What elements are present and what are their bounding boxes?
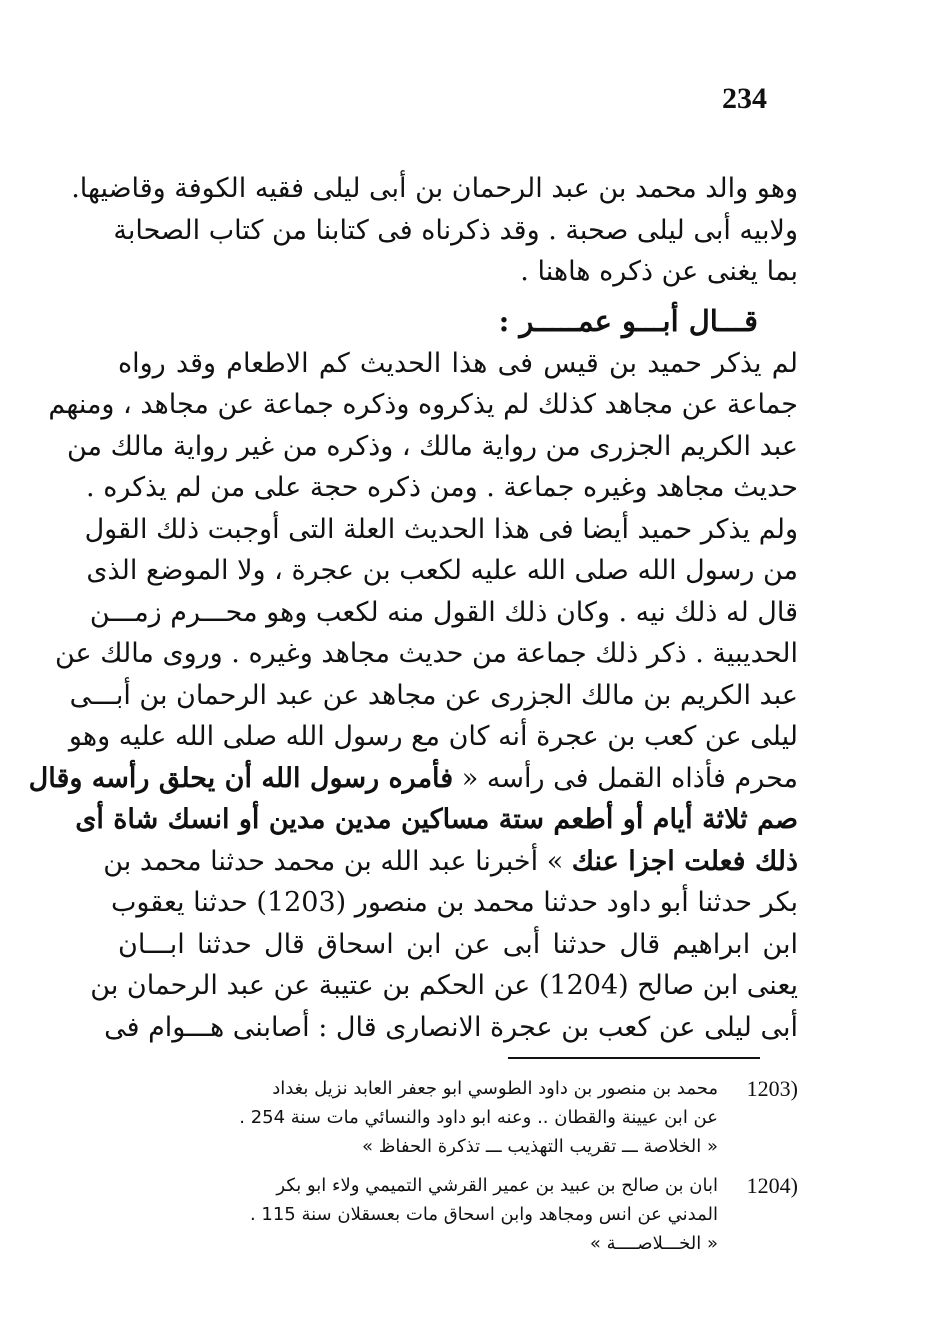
text-line: ابن ابراهيم قال حدثنا أبى عن ابن اسحاق قال حدثنا ابـــان: [118, 928, 798, 960]
paragraph-body: [28, 343, 798, 1049]
footnote-text: [118, 1074, 726, 1161]
text-line: ليلى عن كعب بن عجرة أنه كان مع رسول الله صلى الله عليه وهو: [68, 721, 798, 752]
footnote-line: المدني عن انس ومجاهد وابن اسحاق مات بعسقلان سنة 115 .: [249, 1204, 718, 1225]
footnote-line: ابان بن صالح بن عبيد بن عمير القرشي التميمي ولاء ابو بكر: [276, 1175, 718, 1196]
text-line: ولابيه أبى ليلى صحبة . وقد ذكرناه فى كتابنا من كتاب الصحابة: [113, 214, 798, 246]
footnote-line: عن ابن عيينة والقطان .. وعنه ابو داود والنسائي مات سنة 254 .: [239, 1107, 718, 1128]
footnote-divider: [508, 1057, 760, 1059]
text-line: عبد الكريم بن مالك الجزرى عن مجاهد عن عبد الرحمان بن أبـــى: [69, 679, 798, 711]
section-heading: قـــال أبـــو عمـــــر :: [498, 303, 758, 338]
hadith-quote-line: صم ثلاثة أيام أو أطعم ستة مساكين مدين مدين أو انسك شاة أى: [75, 804, 798, 835]
footnote-1203: [118, 1074, 798, 1161]
footnote-line: « الخلاصة ـــ تقريب التهذيب ـــ تذكرة الحفاظ »: [361, 1136, 718, 1157]
paragraph-intro: [71, 168, 798, 293]
footnote-number: 1203): [746, 1076, 798, 1101]
text-line: وهو والد محمد بن عبد الرحمان بن أبى ليلى فقيه الكوفة وقاضيها.: [71, 173, 798, 204]
hadith-quote: ذلك فعلت اجزا عنك: [571, 845, 798, 877]
hadith-quote: فأمره رسول الله أن يحلق رأسه وقال: [28, 762, 454, 794]
footnote-line: « الخـــلاصــــة »: [589, 1233, 718, 1254]
footnote-1204: [118, 1171, 798, 1258]
footnote-number: 1204): [746, 1173, 798, 1198]
text-line: الحديبية . ذكر ذلك جماعة من حديث مجاهد وغيره . وروى مالك عن: [54, 638, 798, 669]
text-line: أبى ليلى عن كعب بن عجرة الانصارى قال : أصابنى هـــوام فى: [104, 1011, 798, 1043]
main-text: [28, 168, 798, 1048]
text-line: يعنى ابن صالح (1204) عن الحكم بن عتيبة عن عبد الرحمان بن: [90, 970, 798, 1001]
text-line: قال له ذلك نيه . وكان ذلك القول منه لكعب وهو محـــرم زمـــن: [89, 596, 798, 628]
text-line-quote-end: [103, 841, 798, 883]
footnotes: [118, 1074, 798, 1268]
text-line: ولم يذكر حميد أيضا فى هذا الحديث العلة التى أوجبت ذلك القول: [84, 513, 798, 545]
page-number: 234: [722, 82, 767, 115]
text-line: حديث مجاهد وغيره جماعة . ومن ذكره حجة على من لم يذكره .: [86, 472, 798, 503]
text-line: جماعة عن مجاهد كذلك لم يذكروه وذكره جماعة عن مجاهد ، ومنهم: [48, 389, 798, 420]
text-line: بكر حدثنا أبو داود حدثنا محمد بن منصور (1203) حدثنا يعقوب: [110, 887, 798, 918]
text-line-quote-start: [28, 758, 798, 800]
text-line: لم يذكر حميد بن قيس فى هذا الحديث كم الاطعام وقد رواه: [118, 347, 798, 379]
footnote-text: [118, 1171, 726, 1258]
text-normal: محرم فأذاه القمل فى رأسه «: [453, 762, 798, 794]
text-line: عبد الكريم الجزرى من رواية مالك ، وذكره من غير رواية مالك من: [66, 430, 798, 462]
footnote-line: محمد بن منصور بن داود الطوسي ابو جعفر العابد نزيل بغداد: [272, 1078, 718, 1099]
text-line: من رسول الله صلى الله عليه لكعب بن عجرة ، ولا الموضع الذى: [86, 555, 798, 586]
text-line: بما يغنى عن ذكره هاهنا .: [520, 256, 798, 287]
text-normal: » أخبرنا عبد الله بن محمد حدثنا محمد بن: [103, 845, 572, 877]
